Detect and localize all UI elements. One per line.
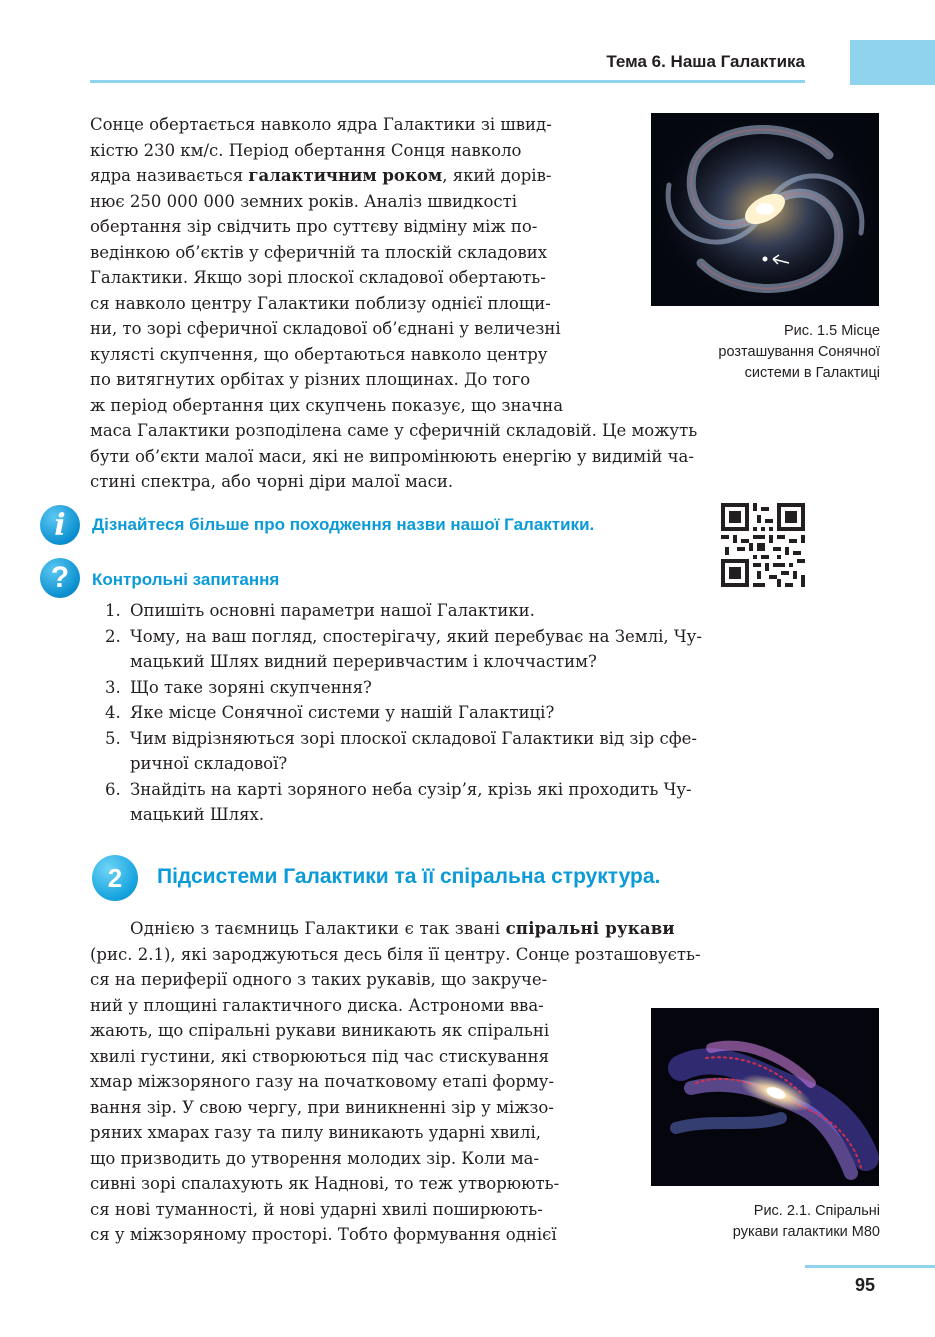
galaxy-m80-image — [651, 1008, 879, 1186]
text-line: сивні зорі спалахують як Наднові, то теж утворюють- — [90, 1174, 560, 1193]
bold-term: спіральні рукави — [505, 919, 675, 938]
qr-code-icon — [721, 503, 805, 587]
text-line: ж період обертання цих скупчень показує, що значна — [90, 395, 564, 415]
list-item: 2. Чому, на ваш погляд, спостерігачу, який перебуває на Землі, Чу- мацький Шлях видний переривчастим і клоччастим? — [105, 626, 702, 671]
text-line: бути об’єкти малої маси, які не випромінюють енергію у видимій ча- — [90, 446, 694, 466]
text-line: ся у міжзоряному просторі. Тобто формування однієї — [90, 1225, 557, 1244]
text-line: вання зір. У свою чергу, при виникненні зір у міжзо- — [90, 1097, 554, 1117]
text-line: ни, то зорі сферичної складової об’єднані у величезні — [90, 319, 561, 338]
figure-2-caption — [655, 1201, 880, 1243]
info-icon: i — [40, 505, 80, 545]
text-line: ряних хмарах газу та пилу виникають ударні хвилі, — [90, 1123, 542, 1142]
text-line: Галактики. Якщо зорі плоскої складової обертають- — [90, 268, 546, 287]
text-line: ведінкою об’єктів у сферичній та плоскій складових — [90, 242, 548, 262]
text-line: ний у площині галактичного диска. Астрономи вва- — [90, 995, 544, 1015]
text-line: Однією з таємниць Галактики є так звані спіральні рукави — [130, 919, 675, 938]
section-title: Підсистеми Галактики та її спіральна структура. — [157, 865, 661, 888]
text-line: стині спектра, або чорні діри малої маси. — [90, 472, 454, 491]
bold-term: галактичним роком — [248, 166, 443, 185]
section-number-badge: 2 — [92, 855, 138, 901]
questions-list — [105, 598, 805, 828]
header-rule — [90, 80, 805, 83]
list-item: 1. Опишіть основні параметри нашої Галактики. — [105, 601, 535, 620]
text-line: хмар міжзоряного газу на початковому етапі форму- — [90, 1072, 555, 1091]
text-line: по витягнутих орбітах у різних площинах. До того — [90, 370, 531, 389]
text-line: що призводить до утворення молодих зір. Коли ма- — [90, 1148, 540, 1168]
caption-line: Рис. 1.5 Місце — [783, 323, 880, 339]
caption-line: системи в Галактиці — [744, 365, 880, 381]
page-number: 95 — [855, 1275, 876, 1295]
section-paragraph-wide — [90, 916, 805, 967]
info-link-text[interactable]: Дізнайтеся більше про походження назви нашої Галактики. — [92, 515, 595, 534]
text-line: кістю 230 км/с. Період обертання Сонця навколо — [90, 140, 522, 160]
spiral-arms-illustration — [651, 1008, 879, 1186]
text-line: ся навколо центру Галактики поблизу однієї площи- — [90, 293, 551, 313]
text-line: обертання зір свідчить про суттєву відміну між по- — [90, 217, 538, 236]
header-tab — [850, 40, 935, 85]
list-item: 5. Чим відрізняються зорі плоскої складової Галактики від зір сфе- ричної складової? — [105, 728, 697, 773]
text-line: нює 250 000 000 земних років. Аналіз швидкості — [90, 191, 518, 211]
sun-marker — [763, 257, 768, 262]
intro-paragraph-continued — [90, 418, 805, 495]
text-line: (рис. 2.1), які зароджуються десь біля її центру. Сонце розташовуєть- — [90, 944, 701, 964]
footer-rule — [805, 1265, 935, 1268]
milky-way-image — [651, 113, 879, 306]
questions-heading: Контрольні запитання — [92, 570, 280, 589]
question-icon: ? — [40, 558, 80, 598]
figure-1-caption — [655, 321, 880, 384]
caption-line: Рис. 2.1. Спіральні — [753, 1203, 880, 1219]
text-line: Сонце обертається навколо ядра Галактики зі швид- — [90, 115, 552, 134]
text-line: маса Галактики розподілена саме у сферичній складовій. Це можуть — [90, 421, 698, 440]
list-item: 4. Яке місце Сонячної системи у нашій Галактиці? — [105, 703, 555, 722]
text-line: ся на периферії одного з таких рукавів, що закруче- — [90, 970, 548, 989]
section-paragraph-narrow — [90, 967, 630, 1248]
text-line: кулясті скупчення, що обертаються навколо центру — [90, 344, 548, 364]
intro-paragraph — [90, 112, 630, 418]
list-item: 3. Що таке зоряні скупчення? — [105, 677, 372, 697]
caption-line: рукави галактики M80 — [732, 1224, 880, 1240]
list-item: 6. Знайдіть на карті зоряного неба сузір’я, крізь які проходить Чу- мацький Шлях. — [105, 779, 692, 824]
text-line: жають, що спіральні рукави виникають як спіральні — [90, 1021, 550, 1040]
qr-code[interactable] — [721, 503, 805, 587]
caption-line: розташування Сонячної — [718, 344, 880, 360]
galaxy-illustration — [651, 113, 879, 306]
running-header: Тема 6. Наша Галактика — [606, 52, 805, 71]
text-line: ся нові туманності, й нові ударні хвилі поширюють- — [90, 1199, 543, 1219]
text-line: хвилі густини, які створюються під час стискування — [90, 1046, 550, 1066]
text-line: ядра називається галактичним роком, який дорів- — [90, 166, 552, 185]
